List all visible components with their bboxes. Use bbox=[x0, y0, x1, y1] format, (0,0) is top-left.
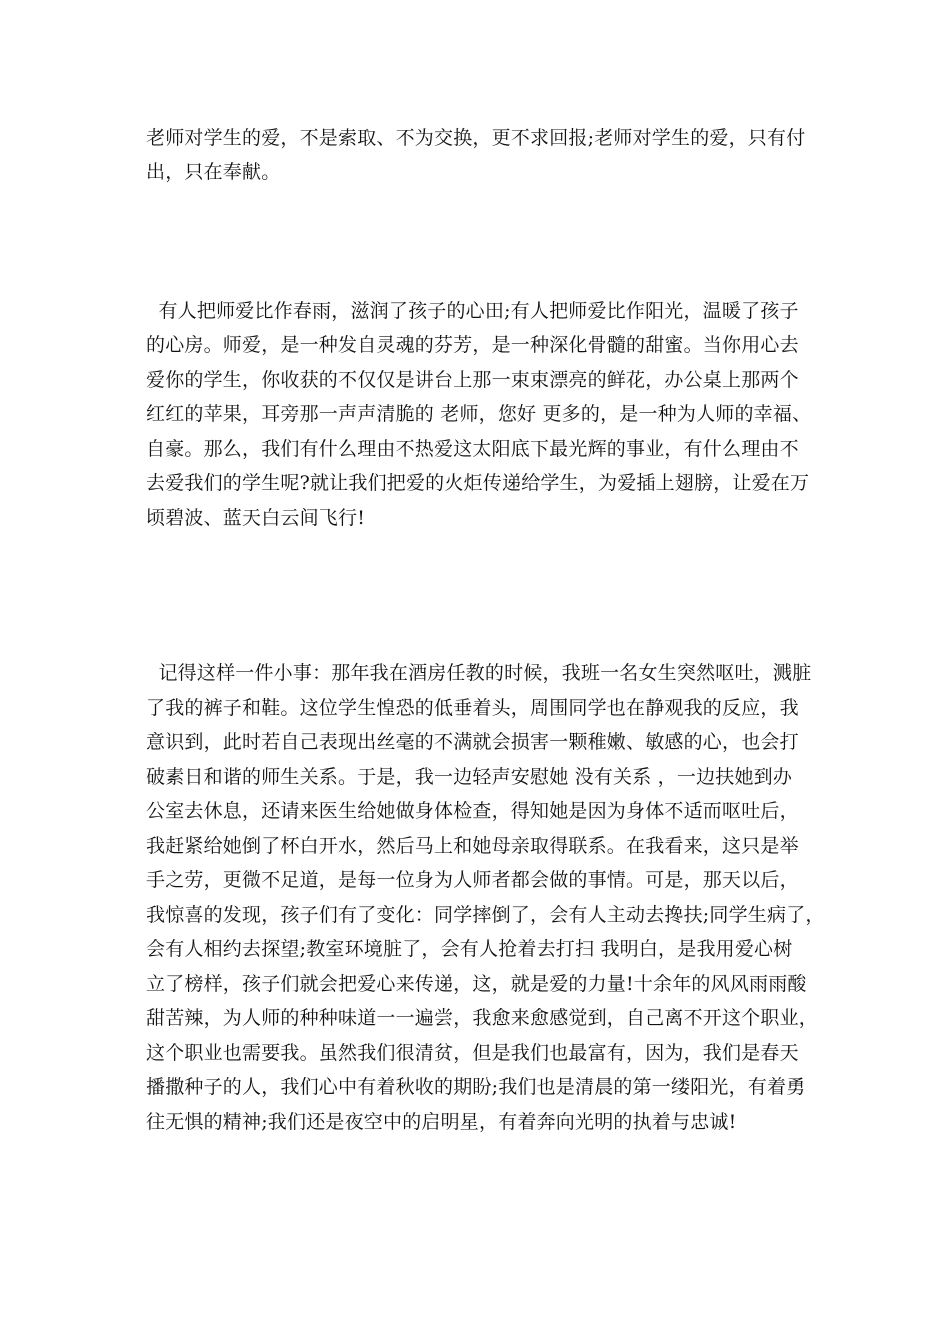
text-line: 手之劳，更微不足道，是每一位身为人师者都会做的事情。可是，那天以后， bbox=[146, 869, 799, 891]
text-line: 出，只在奉献。 bbox=[146, 161, 281, 183]
text-line: 有人把师爱比作春雨，滋润了孩子的心田;有人把师爱比作阳光，温暖了孩子 bbox=[146, 300, 799, 322]
text-line: 立了榜样，孩子们就会把爱心来传递，这，就是爱的力量!十余年的风风雨雨酸 bbox=[146, 973, 807, 995]
text-line: 播撒种子的人，我们心中有着秋收的期盼;我们也是清晨的第一缕阳光，有着勇 bbox=[146, 1076, 806, 1098]
text-line: 这个职业也需要我。虽然我们很清贫，但是我们也最富有，因为，我们是春天 bbox=[146, 1042, 799, 1064]
text-line: 我赶紧给她倒了杯白开水，然后马上和她母亲取得联系。在我看来，这只是举 bbox=[146, 835, 799, 857]
text-line: 记得这样一件小事：那年我在酒房任教的时候，我班一名女生突然呕吐，溅脏 bbox=[146, 662, 812, 684]
text-line: 破素日和谐的师生关系。于是，我一边轻声安慰她 没有关系 ，一边扶她到办 bbox=[146, 766, 793, 788]
text-line: 意识到，此时若自己表现出丝毫的不满就会损害一颗稚嫩、敏感的心，也会打 bbox=[146, 731, 799, 753]
text-line: 会有人相约去探望;教室环境脏了，会有人抢着去打扫 我明白，是我用爱心树 bbox=[146, 938, 793, 960]
text-line: 老师对学生的爱，不是索取、不为交换，更不求回报;老师对学生的爱，只有付 bbox=[146, 127, 806, 149]
text-line: 公室去休息，还请来医生给她做身体检查，得知她是因为身体不适而呕吐后， bbox=[146, 800, 799, 822]
text-line: 往无惧的精神;我们还是夜空中的启明星，有着奔向光明的执着与忠诚! bbox=[146, 1111, 737, 1133]
text-line: 了我的裤子和鞋。这位学生惶恐的低垂着头，周围同学也在静观我的反应，我 bbox=[146, 697, 799, 719]
text-line: 去爱我们的学生呢?就让我们把爱的火炬传递给学生，为爱插上翅膀，让爱在万 bbox=[146, 472, 810, 494]
text-line: 的心房。师爱，是一种发自灵魂的芬芳，是一种深化骨髓的甜蜜。当你用心去 bbox=[146, 334, 799, 356]
text-line: 顷碧波、蓝天白云间飞行! bbox=[146, 507, 366, 529]
text-line: 甜苦辣，为人师的种种味道一一遍尝，我愈来愈感觉到，自己离不开这个职业， bbox=[146, 1007, 819, 1029]
text-line: 爱你的学生，你收获的不仅仅是讲台上那一束束漂亮的鲜花，办公桌上那两个 bbox=[146, 369, 799, 391]
text-line: 我惊喜的发现，孩子们有了变化：同学摔倒了，会有人主动去搀扶;同学生病了， bbox=[146, 904, 825, 926]
text-line: 红红的苹果，耳旁那一声声清脆的 老师，您好 更多的，是一种为人师的幸福、 bbox=[146, 403, 812, 425]
text-line: 自豪。那么，我们有什么理由不热爱这太阳底下最光辉的事业，有什么理由不 bbox=[146, 438, 799, 460]
